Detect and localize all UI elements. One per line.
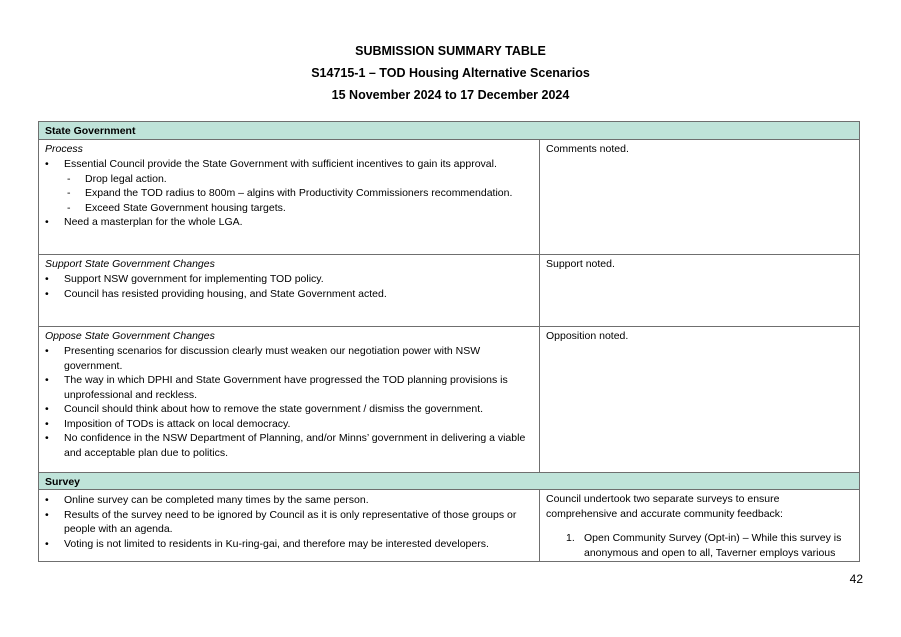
list-item: • The way in which DPHI and State Government have progressed the TOD planning provisions is unprofessional and reckless. [45,373,533,402]
list-number: 1. [566,532,575,544]
numbered-list-item [546,531,853,560]
topic-label: Process [45,142,83,155]
response-cell [540,490,860,562]
response-cell: Opposition noted. [540,326,860,472]
table-row [39,139,860,254]
list-item: • Support NSW government for implementing TOD policy. [45,272,533,287]
topic-label: Oppose State Government Changes [45,329,215,342]
table-row [39,254,860,326]
submission-cell [39,490,540,562]
page-number: 42 [849,572,863,586]
table-row [39,490,860,562]
numbered-list [546,531,853,560]
response-cell: Support noted. [540,254,860,326]
submission-cell [39,254,540,326]
list-item-text: Open Community Survey (Opt-in) – While this survey is anonymous and open to all, Taverner employs various [584,532,842,559]
list-item: • Council has resisted providing housing, and State Government acted. [45,287,533,302]
response-text: Council undertook two separate surveys to ensure comprehensive and accurate community feedback: [546,493,783,520]
submission-summary-table [38,121,860,562]
topic-label: Support State Government Changes [45,257,215,270]
section-header-row [39,122,860,140]
sub-list [64,172,533,216]
sub-list-item: - Exceed State Government housing targets. [64,201,533,216]
bullet-list [45,493,533,551]
bullet-list [45,344,533,460]
list-item: • Voting is not limited to residents in Ku-ring-gai, and therefore may be interested developers. [45,537,533,552]
submission-cell [39,139,540,254]
sub-list-item: - Drop legal action. [64,172,533,187]
list-item: • Results of the survey need to be ignored by Council as it is only representative of those groups or people with an agenda. [45,508,533,537]
list-item: • Need a masterplan for the whole LGA. [45,215,533,230]
bullet-list [45,157,533,230]
bullet-list [45,272,533,301]
list-item: • Council should think about how to remove the state government / dismiss the government. [45,402,533,417]
list-item-text: Essential Council provide the State Government with sufficient incentives to gain its approval. [64,158,497,170]
sub-list-item: - Expand the TOD radius to 800m – algins with Productivity Commissioners recommendation. [64,186,533,201]
section-title: State Government [39,122,860,140]
list-item [45,157,533,215]
table-row [39,326,860,472]
list-item: • Imposition of TODs is attack on local democracy. [45,417,533,432]
section-title: Survey [39,472,860,490]
section-header-row [39,472,860,490]
doc-date-range: 15 November 2024 to 17 December 2024 [331,88,570,102]
list-item: • No confidence in the NSW Department of Planning, and/or Minns’ government in delivering a viable and acceptable plan due to politics. [45,431,533,460]
doc-subtitle: S14715-1 – TOD Housing Alternative Scenarios [311,66,590,80]
list-item: • Presenting scenarios for discussion clearly must weaken our negotiation power with NSW government. [45,344,533,373]
list-item: • Online survey can be completed many times by the same person. [45,493,533,508]
response-cell: Comments noted. [540,139,860,254]
submission-cell [39,326,540,472]
doc-title: SUBMISSION SUMMARY TABLE [355,44,546,58]
